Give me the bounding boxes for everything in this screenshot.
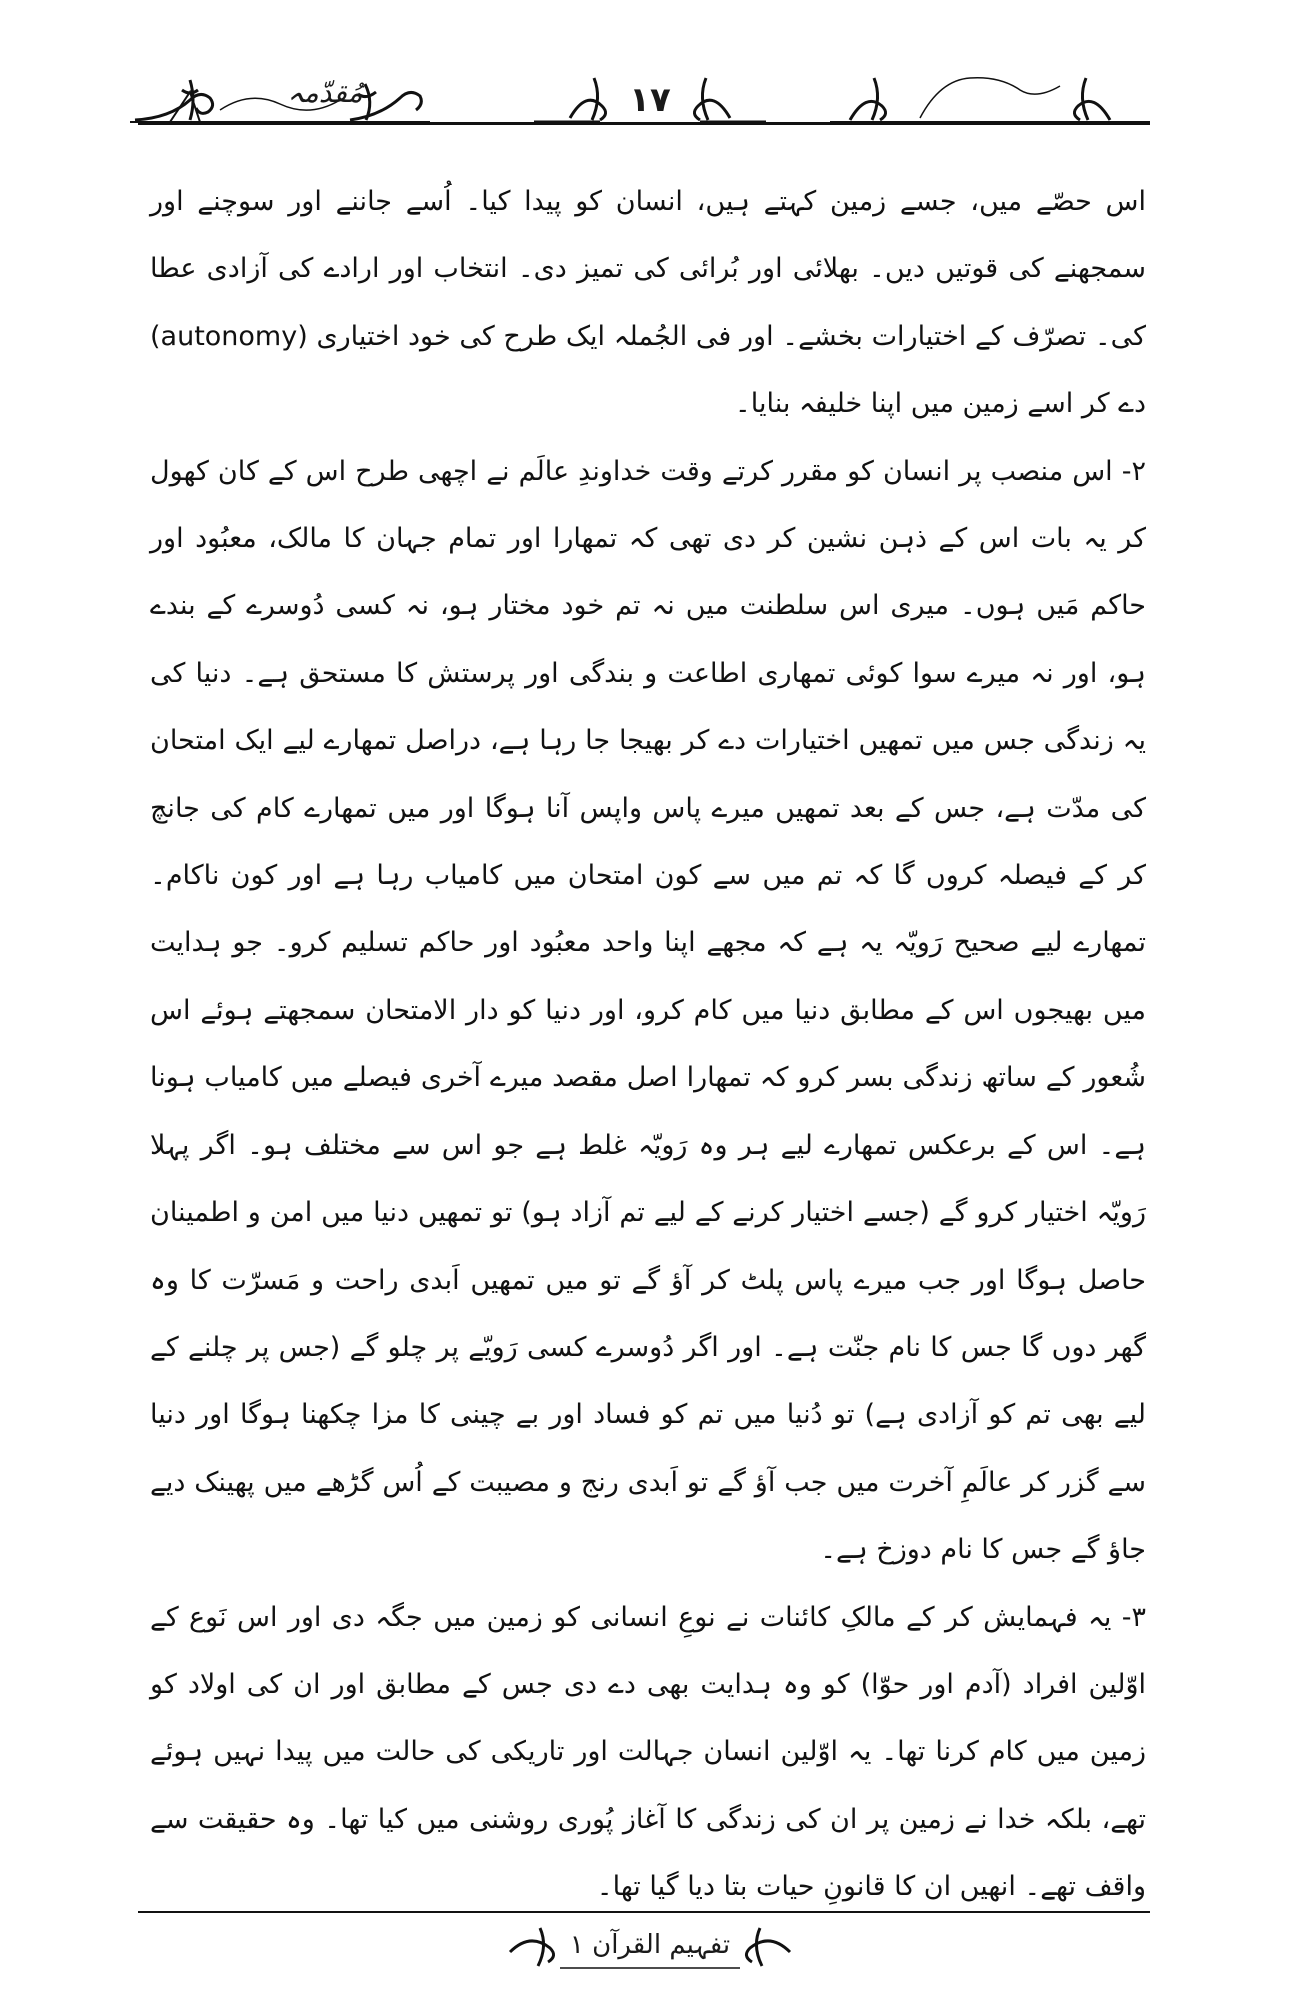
page-footer	[500, 1922, 800, 1974]
paragraph-1-text-a: اس حصّے میں، جسے زمین کہتے ہیں، انسان کو پیدا کیا۔ اُسے جاننے اور سوچنے اور سمجھنے کی قوتیں دیں۔ بھلائی اور بُرائی کی تمیز دی۔ انتخاب اور ارادے کی آزادی عطا کی۔ تصرّف کے اختیارات بخشے۔ اور فی الجُملہ ایک طرح کی خود اختیاری	[150, 186, 1146, 352]
book-title: تفہیم القرآن ١	[569, 1930, 731, 1960]
paragraph-1	[150, 168, 1146, 438]
section-title: مُقدّمہ	[287, 76, 363, 109]
paragraph-1-text-b: دے کر اسے زمین میں اپنا خلیفہ بنایا۔	[734, 388, 1146, 420]
paragraph-2: ۲- اس منصب پر انسان کو مقرر کرتے وقت خداوندِ عالَم نے اچھی طرح اس کے کان کھول کر یہ بات اس کے ذہن نشین کر دی تھی کہ تمھارا اور تمام جہان کا مالک، معبُود اور حاکم مَیں ہوں۔ میری اس سلطنت میں نہ تم خود مختار ہو، نہ کسی دُوسرے کے بندے ہو، اور نہ میرے سوا کوئی تمھاری اطاعت و بندگی اور پرستش کا مستحق ہے۔ دنیا کی یہ زندگی جس میں تمھیں اختیارات دے کر بھیجا جا رہا ہے، دراصل تمھارے لیے ایک امتحان کی مدّت ہے، جس کے بعد تمھیں میرے پاس واپس آنا ہوگا اور میں تمھارے کام کی جانچ کر کے فیصلہ کروں گا کہ تم میں سے کون امتحان میں کامیاب رہا ہے اور کون ناکام۔ تمھارے لیے صحیح رَویّہ یہ ہے کہ مجھے اپنا واحد معبُود اور حاکم تسلیم کرو۔ جو ہدایت میں بھیجوں اس کے مطابق دنیا میں کام کرو، اور دنیا کو دار الامتحان سمجھتے ہوئے اس شُعور کے ساتھ زندگی بسر کرو کہ تمھارا اصل مقصد میرے آخری فیصلے میں کامیاب ہونا ہے۔ اس کے برعکس تمھارے لیے ہر وہ رَویّہ غلط ہے جو اس سے مختلف ہو۔ اگر پہلا رَویّہ اختیار کرو گے (جسے اختیار کرنے کے لیے تم آزاد ہو) تو تمھیں دنیا میں امن و اطمینان حاصل ہوگا اور جب میرے پاس پلٹ کر آؤ گے تو میں تمھیں اَبدی راحت و مَسرّت کا وہ گھر دوں گا جس کا نام جنّت ہے۔ اور اگر دُوسرے کسی رَویّے پر چلو گے (جس پر چلنے کے لیے بھی تم کو آزادی ہے) تو دُنیا میں تم کو فساد اور بے چینی کا مزا چکھنا ہوگا اور دنیا سے گزر کر عالَمِ آخرت میں جب آؤ گے تو اَبدی رنج و مصیبت کے اُس گڑھے میں پھینک دیے جاؤ گے جس کا نام دوزخ ہے۔	[150, 455, 1146, 1566]
right-header-ornament-icon	[830, 70, 1150, 130]
page-number: ١٧	[629, 80, 671, 120]
paragraph-3: ۳- یہ فہمایش کر کے مالکِ کائنات نے نوعِ انسانی کو زمین میں جگہ دی اور اس نَوع کے اوّلین افراد (آدم اور حوّا) کو وہ ہدایت بھی دے دی جس کے مطابق اور ان کی اولاد کو زمین میں کام کرنا تھا۔ یہ اوّلین انسان جہالت اور تاریکی کی حالت میں پیدا نہیں ہوئے تھے، بلکہ خدا نے زمین پر ان کی زندگی کا آغاز پُوری روشنی میں کیا تھا۔ وہ حقیقت سے واقف تھے۔ انھیں ان کا قانونِ حیات بتا دیا گیا تھا۔	[150, 1601, 1146, 1903]
paragraph-1-latin-term: (autonomy)	[150, 320, 308, 352]
footer-rule	[138, 1911, 1150, 1913]
header-rule	[138, 122, 1150, 125]
body-text	[150, 168, 1146, 1921]
page-header	[130, 70, 1150, 130]
